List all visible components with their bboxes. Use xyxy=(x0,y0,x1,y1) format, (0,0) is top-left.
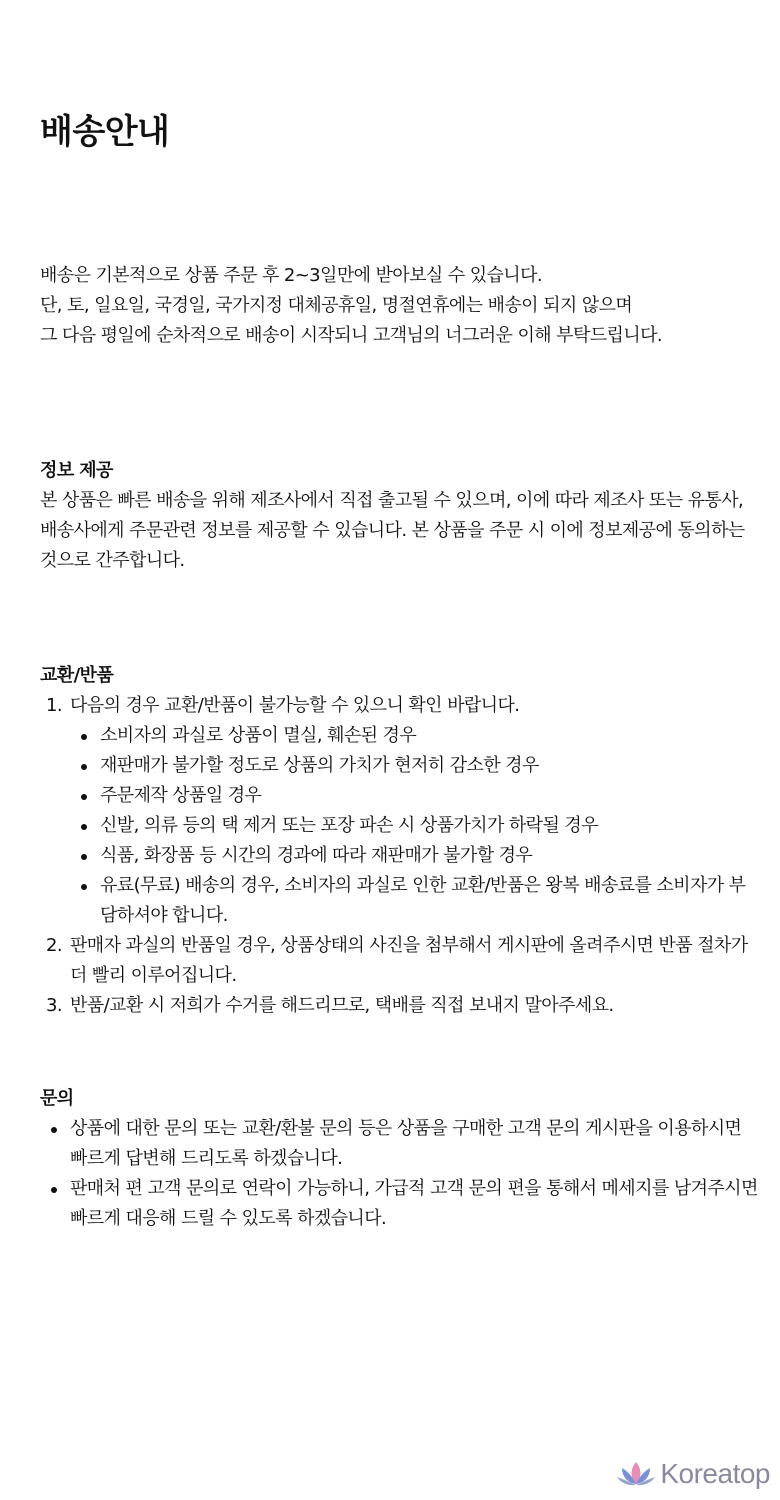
intro-line: 배송은 기본적으로 상품 주문 후 2~3일만에 받아보실 수 있습니다. xyxy=(40,265,542,286)
intro-line: 그 다음 평일에 순차적으로 배송이 시작되니 고객님의 너그러운 이해 부탁드립니다. xyxy=(40,325,663,346)
bullet-item: 소비자의 과실로 상품이 멸실, 훼손된 경우 xyxy=(70,721,760,751)
bullet-item: 유료(무료) 배송의 경우, 소비자의 과실로 인한 교환/반품은 왕복 배송료를 소비자가 부담하셔야 합니다. xyxy=(70,871,760,931)
exchange-section xyxy=(40,661,760,1021)
bullet-item: 식품, 화장품 등 시간의 경과에 따라 재판매가 불가할 경우 xyxy=(70,841,760,871)
exception-bullets xyxy=(70,721,760,931)
list-item-text: 반품/교환 시 저희가 수거를 해드리므로, 택배를 직접 보내지 말아주세요. xyxy=(70,995,614,1016)
info-text: 본 상품은 빠른 배송을 위해 제조사에서 직접 출고될 수 있으며, 이에 따라 제조사 또는 유통사, 배송사에게 주문관련 정보를 제공할 수 있습니다. 본 상품을 주문 시 이에 정보제공에 동의하는 것으로 간주합니다. xyxy=(40,490,745,571)
bullet-item: 주문제작 상품일 경우 xyxy=(70,781,760,811)
exchange-heading: 교환/반품 xyxy=(40,665,114,686)
list-number: 3. xyxy=(46,995,62,1016)
list-item xyxy=(40,691,760,931)
list-item xyxy=(40,991,760,1021)
bullet-item: 재판매가 불가할 정도로 상품의 가치가 현저히 감소한 경우 xyxy=(70,751,760,781)
lotus-icon xyxy=(616,1460,656,1488)
logo-text: Koreatop xyxy=(660,1458,770,1489)
list-item-text: 판매자 과실의 반품일 경우, 상품상태의 사진을 첨부해서 게시판에 올려주시면 반품 절차가 더 빨리 이루어집니다. xyxy=(70,935,748,986)
koreatop-logo xyxy=(616,1458,770,1490)
inquiry-section xyxy=(40,1084,760,1234)
inquiry-bullets xyxy=(40,1114,760,1234)
info-heading: 정보 제공 xyxy=(40,460,113,481)
exchange-list xyxy=(40,691,760,1021)
inquiry-heading: 문의 xyxy=(40,1088,74,1109)
intro-text xyxy=(40,261,760,351)
bullet-item: 판매처 편 고객 문의로 연락이 가능하니, 가급적 고객 문의 편을 통해서 메세지를 남겨주시면 빠르게 대응해 드릴 수 있도록 하겠습니다. xyxy=(40,1174,760,1234)
bullet-item: 신발, 의류 등의 택 제거 또는 포장 파손 시 상품가치가 하락될 경우 xyxy=(70,811,760,841)
list-item xyxy=(40,931,760,991)
bullet-item: 상품에 대한 문의 또는 교환/환불 문의 등은 상품을 구매한 고객 문의 게시판을 이용하시면 빠르게 답변해 드리도록 하겠습니다. xyxy=(40,1114,760,1174)
intro-line: 단, 토, 일요일, 국경일, 국가지정 대체공휴일, 명절연휴에는 배송이 되지 않으며 xyxy=(40,295,633,316)
list-number: 2. xyxy=(46,935,62,956)
list-number: 1. xyxy=(46,695,62,716)
page-title: 배송안내 xyxy=(40,112,170,152)
list-item-text: 다음의 경우 교환/반품이 불가능할 수 있으니 확인 바랍니다. xyxy=(70,695,520,716)
info-section xyxy=(40,456,760,576)
